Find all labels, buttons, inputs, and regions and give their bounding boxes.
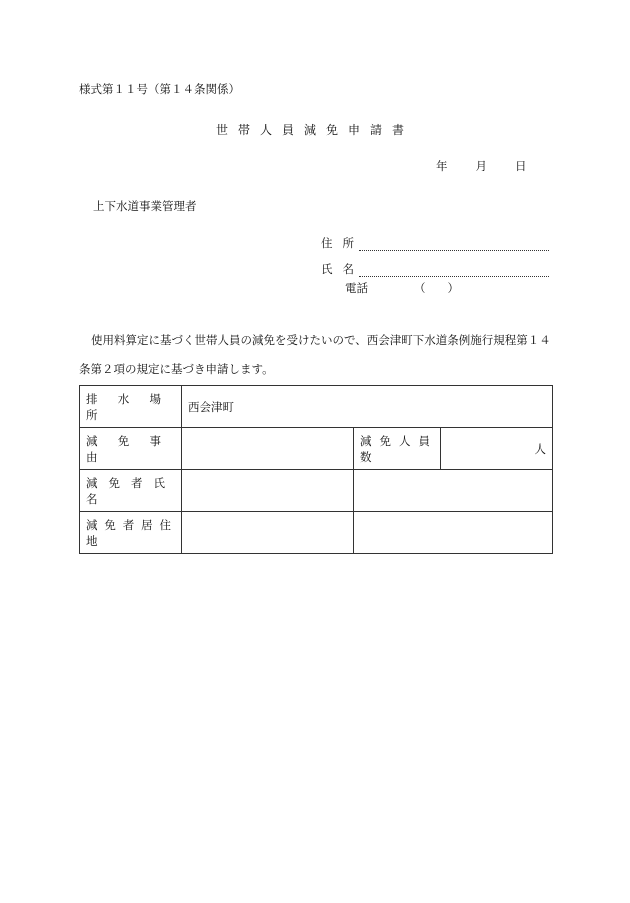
address-label: 住所 (321, 236, 364, 250)
applicant-address-row (321, 235, 549, 251)
name-field[interactable] (359, 264, 549, 277)
residence-value-1[interactable] (182, 512, 354, 554)
phone-row (345, 280, 459, 296)
drain-location-label: 排水場所 (80, 386, 182, 428)
form-number: 様式第１１号（第１４条関係） (79, 82, 240, 96)
applicant-name-row (321, 261, 549, 277)
drain-location-value[interactable]: 西会津町 (182, 386, 553, 428)
phone-paren-close: ） (447, 281, 459, 295)
application-statement: 使用料算定に基づく世帯人員の減免を受けたいので、西会津町下水道条例施行規程第１４条第２項の規定に基づき申請します。 (79, 333, 551, 376)
application-table (79, 385, 553, 554)
name-label: 氏名 (321, 262, 364, 276)
date-day-label: 日 (515, 159, 527, 173)
reason-value[interactable] (182, 428, 354, 470)
residence-label: 減免者居住地 (80, 512, 182, 554)
table-row (80, 470, 553, 512)
residence-value-2[interactable] (354, 512, 553, 554)
reason-label: 減免事由 (80, 428, 182, 470)
addressee: 上下水道事業管理者 (93, 199, 197, 213)
phone-paren-open: （ (414, 281, 426, 295)
document-title: 世帯人員減免申請書 (215, 123, 414, 137)
table-row (80, 386, 553, 428)
applicant-name-value-1[interactable] (182, 470, 354, 512)
table-row (80, 428, 553, 470)
count-value[interactable]: 人 (441, 428, 553, 470)
table-row (80, 512, 553, 554)
address-field[interactable] (359, 238, 549, 251)
date-year-label: 年 (436, 159, 448, 173)
phone-label: 電話 (345, 281, 368, 295)
applicant-name-value-2[interactable] (354, 470, 553, 512)
date-line (436, 158, 527, 174)
applicant-name-label: 減免者氏名 (80, 470, 182, 512)
count-label: 減免人員数 (354, 428, 441, 470)
date-month-label: 月 (475, 159, 487, 173)
